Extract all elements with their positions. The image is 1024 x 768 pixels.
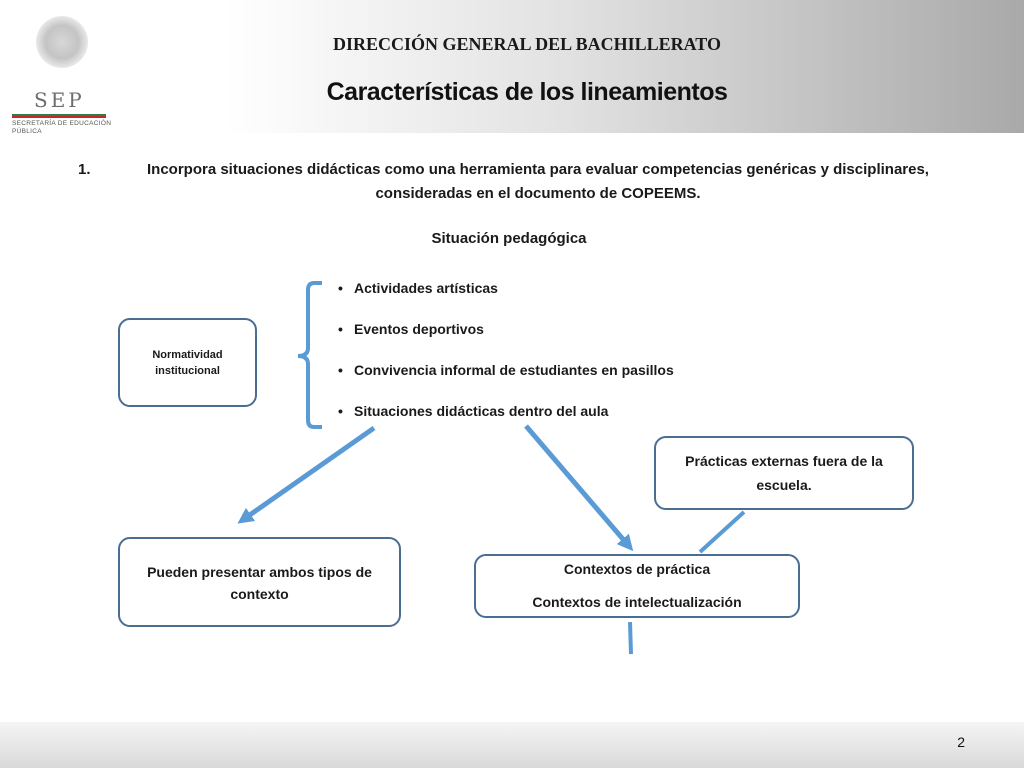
list-item: • Convivencia informal de estudiantes en pasillos [338,362,674,403]
subheading: Situación pedagógica [431,230,587,247]
bullet-list [338,280,674,444]
point-text: Incorpora situaciones didácticas como una herramienta para evaluar competencias genéricas y disciplinares, consideradas en el documento de COPEEMS. [147,161,929,202]
connector-down [630,622,631,654]
list-item: • Eventos deportivos [338,321,674,362]
page-number: 2 [957,734,965,750]
connector-externas [700,512,744,552]
box-ambos-contextos: Pueden presentar ambos tipos de contexto [118,537,401,627]
box-practicas-externas: Prácticas externas fuera de la escuela. [654,436,914,510]
list-item: • Situaciones didácticas dentro del aula [338,403,674,444]
left-brace-icon [298,283,322,427]
contexto-practica: Contextos de práctica [563,561,711,577]
org-title: DIRECCIÓN GENERAL DEL BACHILLERATO [333,34,721,54]
contexto-intelectualizacion: Contextos de intelectualización [532,594,742,610]
point-number: 1. [78,161,91,178]
logo-agency: SEP [34,88,85,112]
box-contextos [474,554,800,618]
logo-agency-full: SECRETARÍA DE EDUCACIÓN PÚBLICA [12,120,112,135]
footer-bar [0,722,1024,768]
box-normatividad: Normatividad institucional [118,318,257,407]
list-item: • Actividades artísticas [338,280,674,321]
slide-title: Características de los lineamientos [326,78,728,106]
